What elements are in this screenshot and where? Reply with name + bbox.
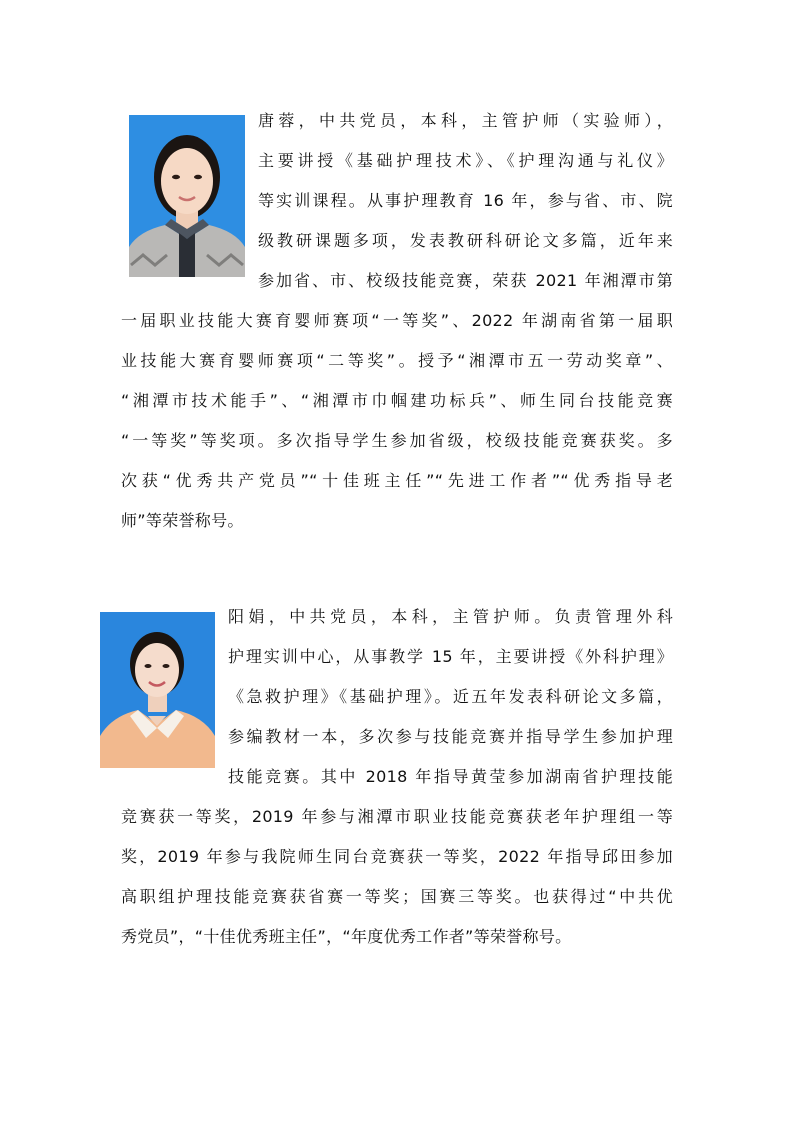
bio-paragraph-tang-rong <box>258 101 673 301</box>
bio-line: 护理实训中心，从事教学 15 年，主要讲授《外科护理》 <box>228 647 673 666</box>
bio-line: 唐蓉，中共党员，本科，主管护师（实验师）， <box>258 111 673 130</box>
bio-line: 等实训课程。从事护理教育 16 年，参与省、市、院 <box>258 191 673 210</box>
bio-line: “一等奖”等奖项。多次指导学生参加省级，校级技能竞赛获奖。多 <box>121 431 673 450</box>
bio-line: 秀党员”，“十佳优秀班主任”，“年度优秀工作者”等荣誉称号。 <box>121 927 572 946</box>
bio-line: 一届职业技能大赛育婴师赛项“一等奖”、2022 年湖南省第一届职 <box>121 311 673 330</box>
bio-line: 级教研课题多项，发表教研科研论文多篇，近年来 <box>258 231 673 250</box>
bio-line: 参加省、市、校级技能竞赛，荣获 2021 年湘潭市第 <box>258 271 673 290</box>
bio-line: 高职组护理技能竞赛获省赛一等奖；国赛三等奖。也获得过“中共优 <box>121 887 673 906</box>
bio-line: 奖，2019 年参与我院师生同台竞赛获一等奖，2022 年指导邱田参加 <box>121 847 673 866</box>
portrait-photo-yang-juan <box>100 612 215 768</box>
bio-paragraph-yang-juan-cont <box>121 797 673 957</box>
bio-line: 技能竞赛。其中 2018 年指导黄莹参加湖南省护理技能 <box>228 767 673 786</box>
bio-line: 阳娟，中共党员，本科，主管护师。负责管理外科 <box>228 607 673 626</box>
bio-line: 竞赛获一等奖，2019 年参与湘潭市职业技能竞赛获老年护理组一等 <box>121 807 673 826</box>
bio-line: 《急救护理》《基础护理》。近五年发表科研论文多篇， <box>228 687 673 706</box>
portrait-photo-tang-rong <box>129 115 245 277</box>
bio-line: 次获“优秀共产党员”“十佳班主任”“先进工作者”“优秀指导老 <box>121 471 673 490</box>
bio-line: 主要讲授《基础护理技术》、《护理沟通与礼仪》 <box>258 151 673 170</box>
bio-paragraph-tang-rong-cont <box>121 301 673 541</box>
bio-line: “湘潭市技术能手”、“湘潭市巾帼建功标兵”、师生同台技能竞赛 <box>121 391 673 410</box>
bio-line: 师”等荣誉称号。 <box>121 511 244 530</box>
bio-paragraph-yang-juan <box>228 597 673 797</box>
bio-line: 参编教材一本，多次参与技能竞赛并指导学生参加护理 <box>228 727 673 746</box>
bio-line: 业技能大赛育婴师赛项“二等奖”。授予“湘潭市五一劳动奖章”、 <box>121 351 673 370</box>
